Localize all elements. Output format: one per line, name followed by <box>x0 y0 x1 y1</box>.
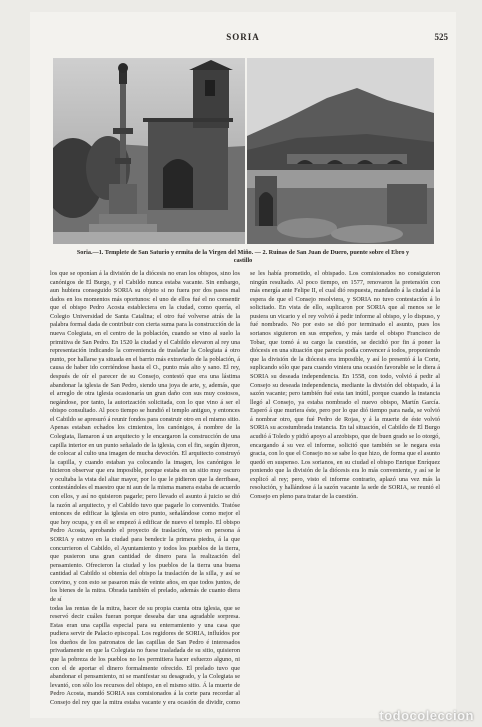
body-paragraph: los que se oponían á la división de la diócesis no eran los obispos, sino los canónigos de El Burgo, y el Cabildo nunca estaba vacante. Sin embargo, aun hubiera conseguido SORIA su objeto si no fuera por dos pasos mal dados en los momentos más oportunos: el uno de ellos fué el no consentir que el obispo Pedro Acosta estableciera en la ciudad, como quería, el Colegio Universidad de Santa Catalina; el otro fué volverse atrás de la palabra formal dada de contribuir con cierta suma para la construcción de la nueva Colegiata, en el centro de la población, cuando se vino al suelo la primitiva de San Pedro. En 1520 la ciudad y el Cabildo elevaron al rey una representación indicando la conveniencia de trasladar la Colegiata á otro punto, por hallarse ya situada en el barrio más extraviado de la población, á causa de haber ido corriéndose hasta el O., punto más alto y sano. El rey, después de oír el parecer de su Consejo, contestó que era una lástima abandonar la iglesia de San Pedro, siendo una joya de arte, y, además, que el arreglo de otra iglesia ocasionaría un gran daño con sus muy costosos, negándose, por tanto, la autorización solicitada, con lo que vino á ser el obispo consultado. Al poco tiempo se hundió el templo antiguo, y entonces el Cabildo se apresuró á reunir fondos para construir otro en el mismo sitio. Apenas estaban echados los cimientos, los canónigos, á nombre de la Colegiata, llamaron á un arquitecto y le encargaron la construcción de una capilla interior en un punto señalado de la iglesia, con el fin, según dijeron, de colocar al culto una imagen de mucha devoción. El arquitecto construyó la capilla, y cuando estaban ya colocando la imagen, los canónigos le hicieron observar que era imposible, porque estaba en un sitio muy oscuro y ocultaba la vista del altar mayor, por lo que le pidieron que la derribase, contestándoles el maestro que ni aun de la misma manera estaba de acuerdo con ellos, y así no quisieron pagarle; pero llevado el asunto á juicio se dió la razón al arquitecto, y el Cabildo tuvo que pagarle lo convenido. Tratóse entonces de edificar la iglesia en otro punto, señalándose como mejor el que hoy ocupa, y en él se empezó á edificar de nuevo el templo. El obispo Pedro Acosta, aprobando el proyecto de traslación, vino en persona á SORIA y estuvo en la ciudad para bendecir la primera piedra, á la que concurrieron el Cabildo, el Ayuntamiento y todos los pueblos de la tierra, que pusieron una gran cantidad de dinero para la realización del pensamiento. Ofrecieron la ciudad y los pueblos de la tierra una buena cantidad al Cabildo si obtenía del obispo la traslación de la silla, y así se convino, y con esto se pasaron más de veinte años, en que todos juntos, de los bienes de la mitra. Obrada también el prelado, además de cuanto diera de sí <box>50 270 240 603</box>
photo-caption: Soria.—1. Templete de San Saturio y ermita de la Virgen del Miño. — 2. Ruinas de San Juan de Duero, puente sobre el Ebro y castillo <box>76 249 410 264</box>
ruins-landscape-photo <box>247 58 434 244</box>
page-header <box>30 32 456 46</box>
page-number: 525 <box>434 32 448 42</box>
running-title: SORIA <box>226 32 260 42</box>
body-paragraph: todas las rentas de la mitra, hacer de su propia cuenta otra iglesia, que se reservó decir cuáles fueran porque deseaba dar una agradable sorpresa. Estas eran una capilla especial para su enterramiento y una casa que pudiera servir de Palacio episcopal. Los regidores de SORIA, influídos por los dueños de los patronatos de las capillas de San Pedro é interesados privadamente en que la Colegiata no fuese trasladada de su sitio, quisieron que la pobreza de los pueblos no les permitiera hacer esfuerzo alguno, ni con el de aportar el dinero formalmente ofrecido. El prelado tuvo que abandonar el pensamiento, ni se manifestar su desagrado, y la Colegiata se levantó, con sólo los recursos del obispo, en el mismo sitio. Á la muerte de Pedro Acosta, mandó SORIA sus comisionados á la corte para recordar al Consejo del rey que la mitra estaba vacante y era ocasión de dividir, como se les había prometido, el obispado. Los comisionados no consiguieron ningún resultado. Al poco tiempo, en 1577, renovaron la pretensión con más energía ante Felipe II, el cual dió respuesta, mandando á la ciudad á la espera de que el Consejo resolviera, y SORIA no tuvo contestación á lo solicitado. En vista de ello, suplicaron por SORIA que al menos se le pusiera un vicario y el rey volvió á pedir informe al obispo, y lo dispuso, y fué nombrado. No por esto se dió por terminado el asunto, pues los sorianos siguieron en sus empeños, y más tarde el obispo Francisco de Tobar, que tomó á su cargo la cuestión, se decidió por fin á poner la diócesis en una situación que parecía podía convencer á todos, proponiendo que la división de la diócesis era imposible, y así lo presentó á la Corte, suplicando sólo que para cuando viniera una ocasión favorable se le diera á SORIA su deseada independencia. En 1558, con todo, volvió á pedir al Consejo su deseada independencia, mediante la división del obispado, á la sazón vacante; pero también fué esta tan inútil, porque cuando la instancia llegó al Consejo, ya estaba nombrado el nuevo obispo, Martín García. Esperó á que muriera éste, pero por lo que dió tiempo para nada, se volvió á nombrar otro, que fué Pedro de Rojas, y á la muerte de éste volvió SORIA su acostumbrada instancia. En tal situación, el Cabildo de El Burgo acudió á Toledo y pidió apoyo al arzobispo, que de buen grado se lo otorgó, encargando á su vez el informe, solicitó que también se le negara esta gracia, con lo que el Consejo no se sabe lo que hizo, de forma que el asunto quedó en suspenso. Los sorianos, en su ciudad el obispo Enrique Enríquez poniendo que la división de la diócesis era lo más conveniente, y así se le explicó al rey; pero, visto el informe contrario, aplazó una vez más la resolución, y hallándose á la sazón vacante la sede de SORIA, se reunió el Consejo en pleno para tratar de la cuestión. <box>50 270 440 706</box>
photo-plate <box>53 58 434 244</box>
watermark-logo: todocoleccion <box>379 708 474 723</box>
article-body <box>50 270 440 710</box>
document-page <box>30 12 456 718</box>
church-with-column-photo <box>53 58 245 244</box>
